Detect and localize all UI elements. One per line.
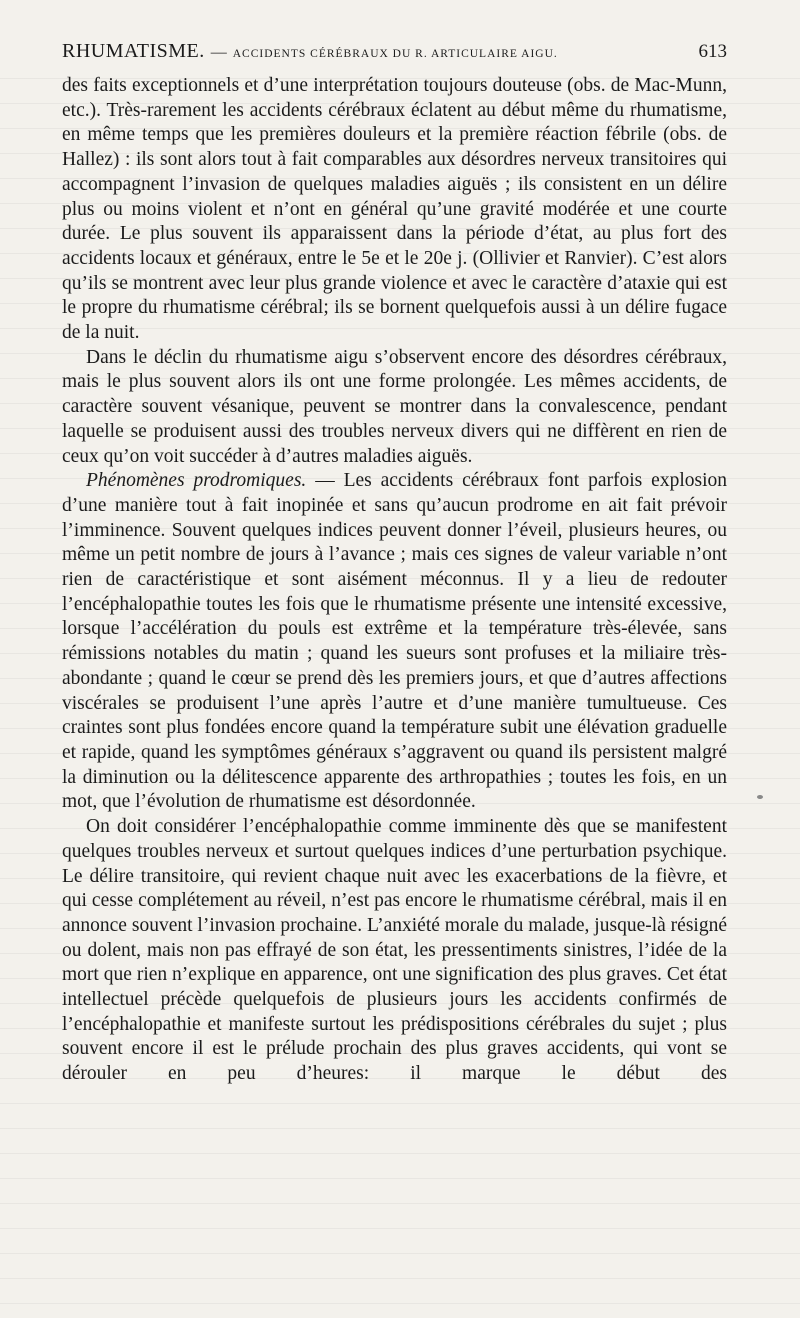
header-title: RHUMATISME. [62,40,205,62]
header-subtitle: ACCIDENTS CÉRÉBRAUX DU R. ARTICULAIRE AIGU. [232,48,558,60]
page-speck [757,795,763,799]
page [62,40,727,1087]
header-left [62,40,558,63]
page-number: 613 [698,41,727,62]
paragraph-2-text: Dans le déclin du rhumatisme aigu s’observent encore des désordres cérébraux, mais le plus souvent alors ils ont une forme prolongée. Les mêmes accidents, de caractère souvent vésanique, peuvent se montrer dans la convalescence, pendant laquelle se produisent aussi des troubles nerveux divers qui ne diffèrent en rien de ceux qu’on voit succéder à d’autres maladies aiguës. [62,346,727,467]
paragraph-3-lead: Phénomènes prodromiques. [86,470,307,492]
running-header [62,40,727,72]
paragraph-3 [62,469,727,815]
paragraph-4-text: On doit considérer l’encéphalopathie comme imminente dès que se manifestent quelques troubles nerveux et surtout quelques indices d’une perturbation psychique. Le délire transitoire, qui revient chaque nuit avec les exacerbations de la fièvre, et qui cesse complétement au réveil, n’est pas encore le rhumatisme cérébral, mais il en annonce souvent l’invasion prochaine. L’anxiété morale du malade, jusque-là résigné ou dolent, mais non pas effrayé de son état, les pressentiments sinistres, l’idée de la mort que rien n’explique en apparence, ont une signification des plus graves. Cet état intellectuel précède quelquefois de plusieurs jours les accidents confirmés de l’encéphalopathie et manifeste surtout les prédispositions cérébrales du sujet ; plus souvent encore il est le prélude prochain des plus graves accidents, qui vont se dérouler en peu d’heures: il marque le début des [62,816,727,1085]
paragraph-1 [62,74,727,346]
paragraph-2 [62,346,727,470]
paragraph-3-text: — Les accidents cérébraux font parfois explosion d’une manière tout à fait inopinée et sans qu’aucun prodrome en ait fait prévoir l’imminence. Souvent quelques indices peuvent donner l’éveil, plusieurs heures, ou même un petit nombre de jours à l’avance ; mais ces signes de valeur variable n’ont rien de caractéristique et sont aisément méconnus. Il y a lieu de redouter l’encéphalopathie toutes les fois que le rhumatisme présente une intensité excessive, lorsque l’accélération du pouls est extrême et la température très-élevée, sans rémissions notables du matin ; quand les sueurs sont profuses et la miliaire très-abondante ; quand le cœur se prend dès les premiers jours, et que d’autres affections viscérales se produisent l’une après l’autre et d’une manière tumultueuse. Ces craintes sont plus fondées encore quand la température subit une élévation graduelle et rapide, quand les symptômes généraux s’aggravent ou quand ils persistent malgré la diminution ou la délitescence apparente des arthropathies ; toutes les fois, en un mot, que l’évolution de rhumatisme est désordonnée. [62,470,727,813]
paragraph-1-text: des faits exceptionnels et d’une interprétation toujours douteuse (obs. de Mac-Munn, etc.). Très-rarement les accidents cérébraux éclatent au début même du rhumatisme, en même temps que les premières douleurs et la première réaction fébrile (obs. de Hallez) : ils sont alors tout à fait comparables aux désordres nerveux transitoires qui accompagnent l’invasion de quelques maladies aiguës ; ils consistent en un délire plus ou moins violent et n’ont en général qu’une gravité modérée et une courte durée. Le plus souvent ils apparaissent dans la période d’état, au plus fort des accidents locaux et généraux, entre le 5e et le 20e j. (Ollivier et Ranvier). C’est alors qu’ils se montrent avec leur plus grande violence et avec le caractère d’ataxie qui est le propre du rhumatisme cérébral; ils se bornent quelquefois aussi à un délire fugace de la nuit. [62,75,727,344]
header-dash: — [210,44,227,61]
body-text [62,74,727,1087]
paragraph-4 [62,815,727,1087]
